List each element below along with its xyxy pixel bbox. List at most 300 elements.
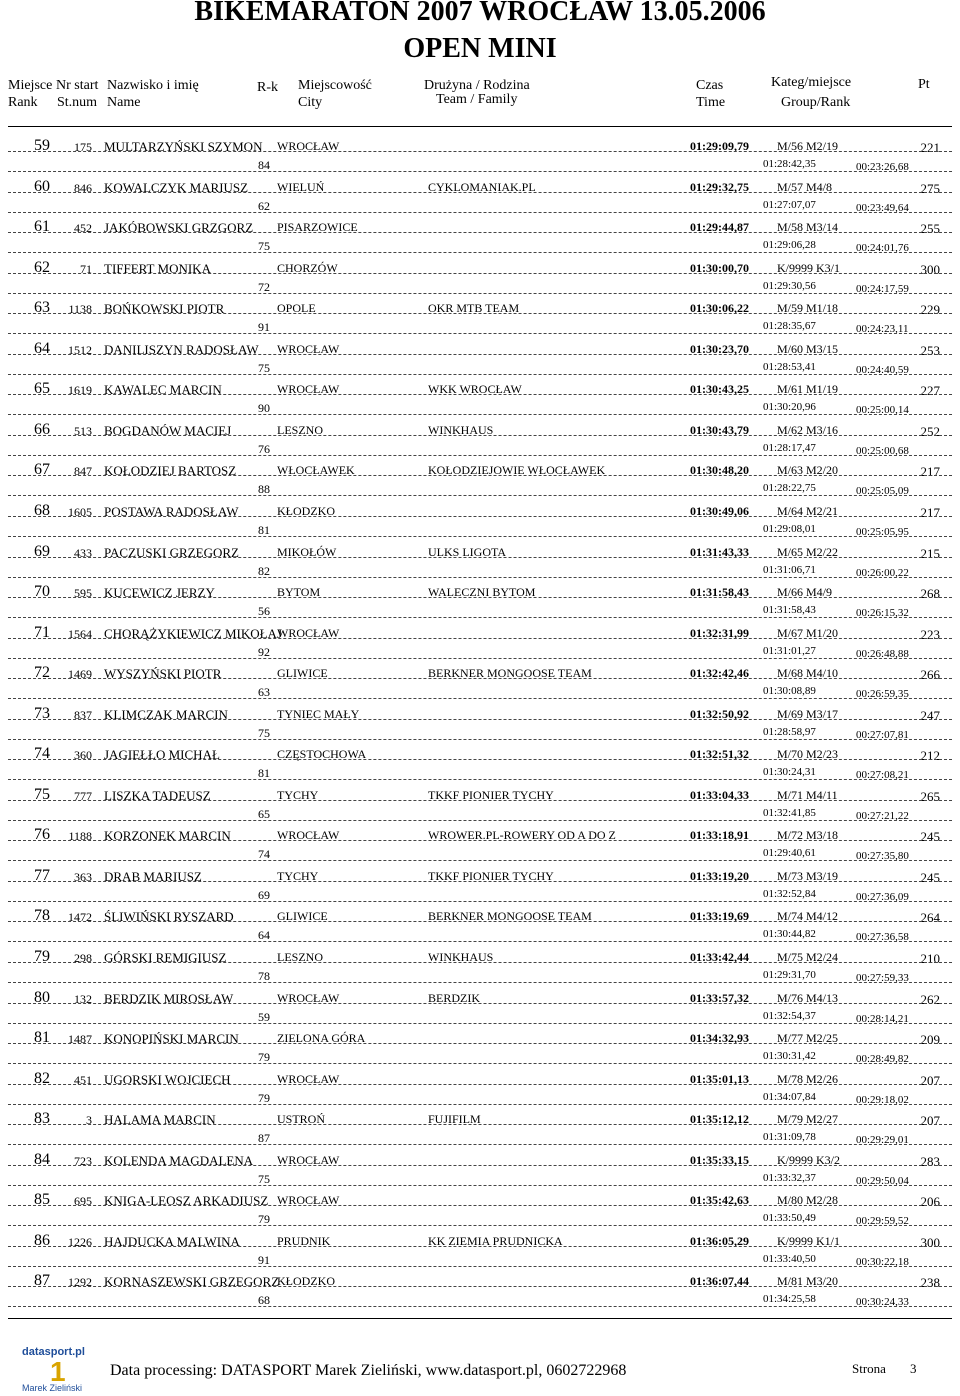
row-divider	[8, 1185, 952, 1186]
category-cell: M/56 M2/19	[777, 139, 839, 153]
header-pt: Pt	[918, 77, 930, 92]
rank-cell: 86	[34, 1231, 50, 1249]
gap-cell: 00:26:48,88	[856, 647, 909, 660]
start-number-cell: 433	[74, 545, 92, 560]
points-cell: 262	[920, 991, 940, 1007]
row-divider	[8, 617, 952, 618]
row-divider	[8, 394, 952, 395]
logo-digit: 1	[50, 1356, 66, 1387]
city-cell: WIELUŃ	[277, 179, 325, 194]
points-cell: 227	[920, 383, 940, 399]
name-cell: KONOPIŃSKI MARCIN	[104, 1031, 239, 1047]
row-divider	[8, 1144, 952, 1145]
gap-cell: 00:25:05,95	[856, 525, 909, 538]
table-row	[0, 458, 960, 498]
row-divider	[8, 860, 952, 861]
team-cell: ULKS LIGOTA	[428, 544, 507, 559]
rk-cell: 75	[258, 1171, 270, 1186]
city-cell: LESZNO	[277, 950, 323, 964]
page-title: BIKEMARATON 2007 WROCŁAW 13.05.2006	[194, 0, 766, 27]
city-cell: KŁODZKO	[277, 503, 335, 518]
points-cell: 266	[920, 667, 940, 683]
rk-cell: 65	[258, 806, 270, 821]
category-cell: M/67 M1/20	[777, 625, 839, 640]
row-divider	[8, 495, 952, 496]
rank-cell: 64	[34, 339, 50, 357]
finish-time-cell: 01:28:35,67	[763, 320, 816, 333]
gap-cell: 00:27:07,81	[856, 728, 909, 741]
city-cell: OPOLE	[277, 301, 316, 316]
row-divider	[8, 252, 952, 253]
gap-cell: 00:27:36,09	[856, 890, 909, 903]
gap-cell: 00:27:08,21	[856, 769, 909, 782]
table-row	[0, 377, 960, 417]
start-number-cell: 777	[74, 788, 92, 803]
category-cell: M/71 M4/11	[777, 787, 838, 802]
gap-cell: 00:24:01,76	[856, 242, 909, 255]
row-divider	[8, 171, 952, 172]
points-cell: 253	[920, 342, 940, 358]
team-cell: WROWER.PL-ROWERY OD A DO Z	[428, 828, 616, 843]
team-cell: WINKHAUS	[428, 422, 494, 437]
row-divider	[8, 1306, 952, 1307]
rk-cell: 88	[258, 482, 270, 497]
table-row	[0, 823, 960, 863]
rk-cell: 75	[258, 239, 270, 254]
category-cell: M/60 M3/15	[777, 341, 839, 356]
gap-cell: 00:29:29,01	[856, 1134, 909, 1147]
finish-time-cell: 01:27:07,07	[763, 198, 816, 211]
rk-cell: 62	[258, 198, 270, 213]
row-divider	[8, 881, 952, 882]
city-cell: WROCŁAW	[277, 382, 340, 397]
start-number-cell: 298	[74, 951, 92, 965]
time-cell: 01:29:44,87	[690, 220, 749, 235]
points-cell: 275	[920, 180, 940, 196]
time-cell: 01:32:50,92	[690, 706, 749, 721]
city-cell: WROCŁAW	[277, 139, 340, 153]
finish-time-cell: 01:30:31,42	[763, 1050, 816, 1063]
row-divider	[8, 698, 952, 699]
table-row	[0, 864, 960, 904]
table-row	[0, 1026, 960, 1066]
finish-time-cell: 01:28:17,47	[763, 441, 816, 454]
finish-time-cell: 01:33:40,50	[763, 1252, 816, 1265]
points-cell: 264	[920, 910, 940, 926]
row-divider	[8, 313, 952, 314]
row-divider	[8, 800, 952, 801]
points-cell: 215	[920, 545, 940, 561]
city-cell: PISARZOWICE	[277, 220, 358, 235]
rank-cell: 60	[34, 177, 50, 195]
table-row	[0, 661, 960, 701]
category-cell: M/68 M4/10	[777, 666, 839, 681]
row-divider	[8, 941, 952, 942]
footer-rule	[8, 1318, 952, 1319]
name-cell: WYSZYŃSKI PIOTR	[104, 666, 222, 682]
category-cell: M/76 M4/13	[777, 990, 839, 1005]
rank-cell: 71	[34, 623, 50, 641]
start-number-cell: 1226	[68, 1234, 92, 1249]
team-cell: BERKNER MONGOOSE TEAM	[428, 666, 592, 681]
table-row	[0, 499, 960, 539]
time-cell: 01:31:43,33	[690, 544, 749, 559]
header-rank: Rank	[8, 95, 38, 110]
name-cell: TIFFERT MONIKA	[104, 260, 211, 276]
start-number-cell: 452	[74, 221, 92, 236]
team-cell: CYKLOMANIAK.PL	[428, 179, 536, 194]
row-divider	[8, 333, 952, 334]
rank-cell: 75	[34, 785, 50, 803]
gap-cell: 00:25:00,68	[856, 444, 909, 457]
name-cell: KNIGA-LEOSZ ARKADIUSZ	[104, 1193, 269, 1209]
finish-time-cell: 01:30:44,82	[763, 928, 816, 941]
finish-time-cell: 01:32:54,37	[763, 1009, 816, 1022]
points-cell: 209	[920, 1032, 940, 1048]
city-cell: LESZNO	[277, 422, 323, 437]
row-divider	[8, 273, 952, 274]
rk-cell: 79	[258, 1090, 270, 1105]
points-cell: 247	[920, 707, 940, 723]
gap-cell: 00:29:50,04	[856, 1174, 909, 1187]
name-cell: PACZUSKI GRZEGORZ	[104, 544, 239, 560]
header-group: Group/Rank	[781, 95, 851, 110]
name-cell: UGORSKI WOJCIECH	[104, 1071, 231, 1087]
rk-cell: 90	[258, 401, 270, 416]
rk-cell: 87	[258, 1131, 270, 1146]
row-divider	[8, 1286, 952, 1287]
team-cell: TKKF PIONIER TYCHY	[428, 868, 554, 883]
finish-time-cell: 01:29:06,28	[763, 239, 816, 252]
rank-cell: 63	[34, 299, 50, 317]
table-row	[0, 702, 960, 742]
table-row	[0, 580, 960, 620]
finish-time-cell: 01:28:42,35	[763, 158, 816, 170]
points-cell: 217	[920, 464, 940, 480]
start-number-cell: 360	[74, 748, 92, 763]
rank-cell: 74	[34, 745, 50, 763]
start-number-cell: 847	[74, 464, 92, 479]
row-divider	[8, 1205, 952, 1206]
rk-cell: 91	[258, 320, 270, 335]
city-cell: WROCŁAW	[277, 990, 340, 1005]
table-row	[0, 783, 960, 823]
table-row	[0, 986, 960, 1026]
rank-cell: 66	[34, 420, 50, 438]
gap-cell: 00:25:05,09	[856, 485, 909, 498]
header-miejsce: Miejsce	[8, 78, 53, 93]
time-cell: 01:34:32,93	[690, 1031, 749, 1046]
rk-cell: 56	[258, 604, 270, 619]
table-row	[0, 134, 960, 174]
city-cell: TYCHY	[277, 868, 319, 883]
rank-cell: 85	[34, 1191, 50, 1209]
gap-cell: 00:27:59,33	[856, 972, 909, 984]
table-row	[0, 337, 960, 377]
name-cell: BOŃKOWSKI PIOTR	[104, 301, 225, 317]
header-city: City	[298, 95, 323, 110]
header-kateg: Kateg/miejsce	[771, 75, 852, 90]
finish-time-cell: 01:33:50,49	[763, 1212, 816, 1225]
time-cell: 01:30:48,20	[690, 463, 749, 478]
row-divider	[8, 212, 952, 213]
name-cell: CHORĄŻYKIEWICZ MIKOŁAJ	[104, 625, 283, 641]
start-number-cell: 695	[74, 1194, 92, 1209]
time-cell: 01:33:18,91	[690, 828, 749, 843]
row-divider	[8, 1023, 952, 1024]
rk-cell: 74	[258, 847, 270, 862]
header-time: Time	[696, 95, 726, 110]
finish-time-cell: 01:34:25,58	[763, 1293, 816, 1306]
gap-cell: 00:27:35,80	[856, 850, 909, 863]
time-cell: 01:33:04,33	[690, 787, 749, 802]
gap-cell: 00:26:15,32	[856, 607, 909, 620]
gap-cell: 00:29:59,52	[856, 1215, 909, 1228]
start-number-cell: 363	[74, 869, 92, 884]
city-cell: WŁOCŁAWEK	[277, 463, 355, 478]
rk-cell: 81	[258, 766, 270, 781]
row-divider	[8, 759, 952, 760]
finish-time-cell: 01:28:53,41	[763, 360, 816, 373]
time-cell: 01:29:09,79	[690, 139, 749, 153]
start-number-cell: 451	[74, 1072, 92, 1087]
datasport-logo	[22, 1346, 92, 1394]
team-cell: KK ZIEMIA PRUDNICKA	[428, 1233, 563, 1248]
finish-time-cell: 01:32:41,85	[763, 806, 816, 819]
name-cell: MULTARZYŃSKI SZYMON	[104, 139, 263, 154]
finish-time-cell: 01:29:08,01	[763, 522, 816, 535]
time-cell: 01:35:33,15	[690, 1152, 749, 1167]
category-cell: M/73 M3/19	[777, 868, 839, 883]
gap-cell: 00:27:36,58	[856, 931, 909, 944]
finish-time-cell: 01:31:01,27	[763, 644, 816, 657]
rank-cell: 79	[34, 948, 50, 965]
rank-cell: 81	[34, 1029, 50, 1047]
time-cell: 01:31:58,43	[690, 585, 749, 600]
category-cell: M/65 M2/22	[777, 544, 839, 559]
time-cell: 01:35:42,63	[690, 1193, 749, 1208]
time-cell: 01:36:07,44	[690, 1274, 749, 1289]
rank-cell: 83	[34, 1110, 50, 1128]
category-cell: M/66 M4/9	[777, 585, 833, 600]
row-divider	[8, 982, 952, 983]
row-divider	[8, 719, 952, 720]
row-divider	[8, 374, 952, 375]
header-stnum: St.num	[57, 95, 98, 110]
points-cell: 265	[920, 788, 940, 804]
rk-cell: 91	[258, 1252, 270, 1267]
city-cell: KŁODZKO	[277, 1274, 335, 1289]
header-druzyna: Drużyna / Rodzina	[424, 78, 530, 93]
rk-cell: 78	[258, 969, 270, 983]
name-cell: JAKÓBOWSKI GRZGORZ	[104, 220, 254, 236]
time-cell: 01:30:49,06	[690, 503, 749, 518]
gap-cell: 00:24:40,59	[856, 363, 909, 376]
points-cell: 207	[920, 1113, 940, 1129]
gap-cell: 00:25:00,14	[856, 404, 909, 417]
table-row	[0, 1148, 960, 1188]
start-number-cell: 71	[80, 261, 92, 276]
time-cell: 01:32:31,99	[690, 625, 749, 640]
table-row	[0, 296, 960, 336]
row-divider	[8, 232, 952, 233]
city-cell: CZĘSTOCHOWA	[277, 747, 367, 762]
header-czas: Czas	[696, 78, 724, 93]
team-cell: WALECZNI BYTOM	[428, 585, 536, 600]
points-cell: 268	[920, 586, 940, 602]
name-cell: LISZKA TADEUSZ	[104, 787, 211, 803]
rk-cell: 76	[258, 441, 270, 456]
header-miejscowosc: Miejscowość	[298, 78, 372, 93]
city-cell: CHORZÓW	[277, 260, 338, 275]
row-divider	[8, 1266, 952, 1267]
rk-cell: 79	[258, 1212, 270, 1227]
rank-cell: 67	[34, 461, 50, 479]
name-cell: KORZONEK MARCIN	[104, 828, 231, 844]
gap-cell: 00:28:14,21	[856, 1012, 909, 1025]
points-cell: 252	[920, 423, 940, 439]
finish-time-cell: 01:30:20,96	[763, 401, 816, 414]
points-cell: 238	[920, 1275, 940, 1291]
start-number-cell: 1619	[68, 383, 92, 398]
time-cell: 01:30:06,22	[690, 301, 749, 316]
time-cell: 01:35:01,13	[690, 1071, 749, 1086]
rk-cell: 59	[258, 1009, 270, 1024]
row-divider	[8, 739, 952, 740]
table-row	[0, 945, 960, 985]
gap-cell: 00:24:17,59	[856, 282, 909, 295]
category-cell: M/81 M3/20	[777, 1274, 839, 1289]
city-cell: WROCŁAW	[277, 625, 340, 640]
name-cell: KOLENDA MAGDALENA	[104, 1152, 254, 1168]
category-cell: M/79 M2/27	[777, 1112, 839, 1127]
category-cell: M/78 M2/26	[777, 1071, 839, 1086]
finish-time-cell: 01:31:06,71	[763, 563, 816, 576]
gap-cell: 00:26:59,35	[856, 688, 909, 701]
header-team: Team / Family	[436, 92, 518, 107]
rk-cell: 81	[258, 522, 270, 537]
header-name: Name	[107, 95, 141, 110]
points-cell: 223	[920, 626, 940, 642]
table-row	[0, 1229, 960, 1269]
city-cell: MIKOŁÓW	[277, 544, 337, 559]
category-cell: M/77 M2/25	[777, 1031, 839, 1046]
row-divider	[8, 557, 952, 558]
city-cell: BYTOM	[277, 585, 321, 600]
rk-cell: 84	[258, 158, 270, 172]
points-cell: 255	[920, 221, 940, 237]
row-divider	[8, 1003, 952, 1004]
city-cell: WROCŁAW	[277, 341, 340, 356]
header-rk: R-k	[257, 80, 278, 95]
row-divider	[8, 516, 952, 517]
row-divider	[8, 435, 952, 436]
time-cell: 01:32:42,46	[690, 666, 749, 681]
team-cell: KOŁODZIEJOWIE WŁOCŁAWEK	[428, 463, 606, 478]
table-row	[0, 621, 960, 661]
time-cell: 01:30:43,79	[690, 422, 749, 437]
rank-cell: 73	[34, 704, 50, 722]
rk-cell: 69	[258, 887, 270, 902]
points-cell: 210	[920, 951, 940, 966]
finish-time-cell: 01:28:58,97	[763, 725, 816, 738]
table-row	[0, 1269, 960, 1309]
finish-time-cell: 01:30:08,89	[763, 685, 816, 698]
table-row	[0, 540, 960, 580]
gap-cell: 00:30:24,33	[856, 1296, 909, 1309]
start-number-cell: 1487	[68, 1032, 92, 1047]
time-cell: 01:30:43,25	[690, 382, 749, 397]
name-cell: DANILISZYN RADOSŁAW	[104, 341, 259, 357]
start-number-cell: 1512	[68, 342, 92, 357]
finish-time-cell: 01:29:40,61	[763, 847, 816, 860]
start-number-cell: 1472	[68, 910, 92, 925]
category-cell: M/61 M1/19	[777, 382, 839, 397]
rank-cell: 61	[34, 218, 50, 236]
finish-time-cell: 01:33:32,37	[763, 1171, 816, 1184]
rk-cell: 92	[258, 644, 270, 659]
rk-cell: 64	[258, 928, 270, 943]
start-number-cell: 1188	[68, 829, 92, 844]
gap-cell: 00:29:18,02	[856, 1093, 909, 1106]
category-cell: K/9999 K3/1	[777, 260, 840, 275]
table-row	[0, 418, 960, 458]
table-row	[0, 904, 960, 944]
rank-cell: 77	[34, 866, 50, 884]
points-cell: 212	[920, 748, 940, 764]
start-number-cell: 513	[74, 423, 92, 438]
finish-time-cell: 01:32:52,84	[763, 887, 816, 900]
name-cell: BERDZIK MIROSŁAW	[104, 990, 234, 1006]
points-cell: 300	[920, 1234, 940, 1250]
row-divider	[8, 536, 952, 537]
city-cell: WROCŁAW	[277, 1071, 340, 1086]
header-nrstart: Nr start	[56, 78, 99, 93]
category-cell: K/9999 K1/1	[777, 1233, 840, 1248]
start-number-cell: 846	[74, 180, 92, 195]
points-cell: 245	[920, 829, 940, 845]
row-divider	[8, 293, 952, 294]
rank-cell: 72	[34, 664, 50, 682]
name-cell: GÓRSKI REMIGIUSZ	[104, 950, 227, 965]
time-cell: 01:33:42,44	[690, 950, 749, 964]
city-cell: TYNIEC MAŁY	[277, 706, 360, 721]
finish-time-cell: 01:29:30,56	[763, 279, 816, 292]
row-divider	[8, 921, 952, 922]
finish-time-cell: 01:30:24,31	[763, 766, 816, 779]
city-cell: WROCŁAW	[277, 1193, 340, 1208]
row-divider	[8, 577, 952, 578]
city-cell: PRUDNIK	[277, 1233, 331, 1248]
time-cell: 01:33:57,32	[690, 990, 749, 1005]
row-divider	[8, 1165, 952, 1166]
logo-text-bottom: Marek Zieliński	[22, 1383, 83, 1393]
row-divider	[8, 192, 952, 193]
start-number-cell: 723	[74, 1153, 92, 1168]
start-number-cell: 175	[74, 140, 92, 154]
points-cell: 300	[920, 261, 940, 277]
gap-cell: 00:28:49,82	[856, 1053, 909, 1066]
category-cell: M/74 M4/12	[777, 909, 839, 924]
category-cell: M/59 M1/18	[777, 301, 839, 316]
row-divider	[8, 475, 952, 476]
logo-text-top: datasport.pl	[22, 1346, 85, 1358]
rank-cell: 80	[34, 988, 50, 1006]
finish-time-cell: 01:34:07,84	[763, 1090, 816, 1103]
name-cell: ŚLIWIŃSKI RYSZARD	[104, 909, 234, 925]
city-cell: GLIWICE	[277, 666, 328, 681]
gap-cell: 00:23:49,64	[856, 201, 909, 214]
